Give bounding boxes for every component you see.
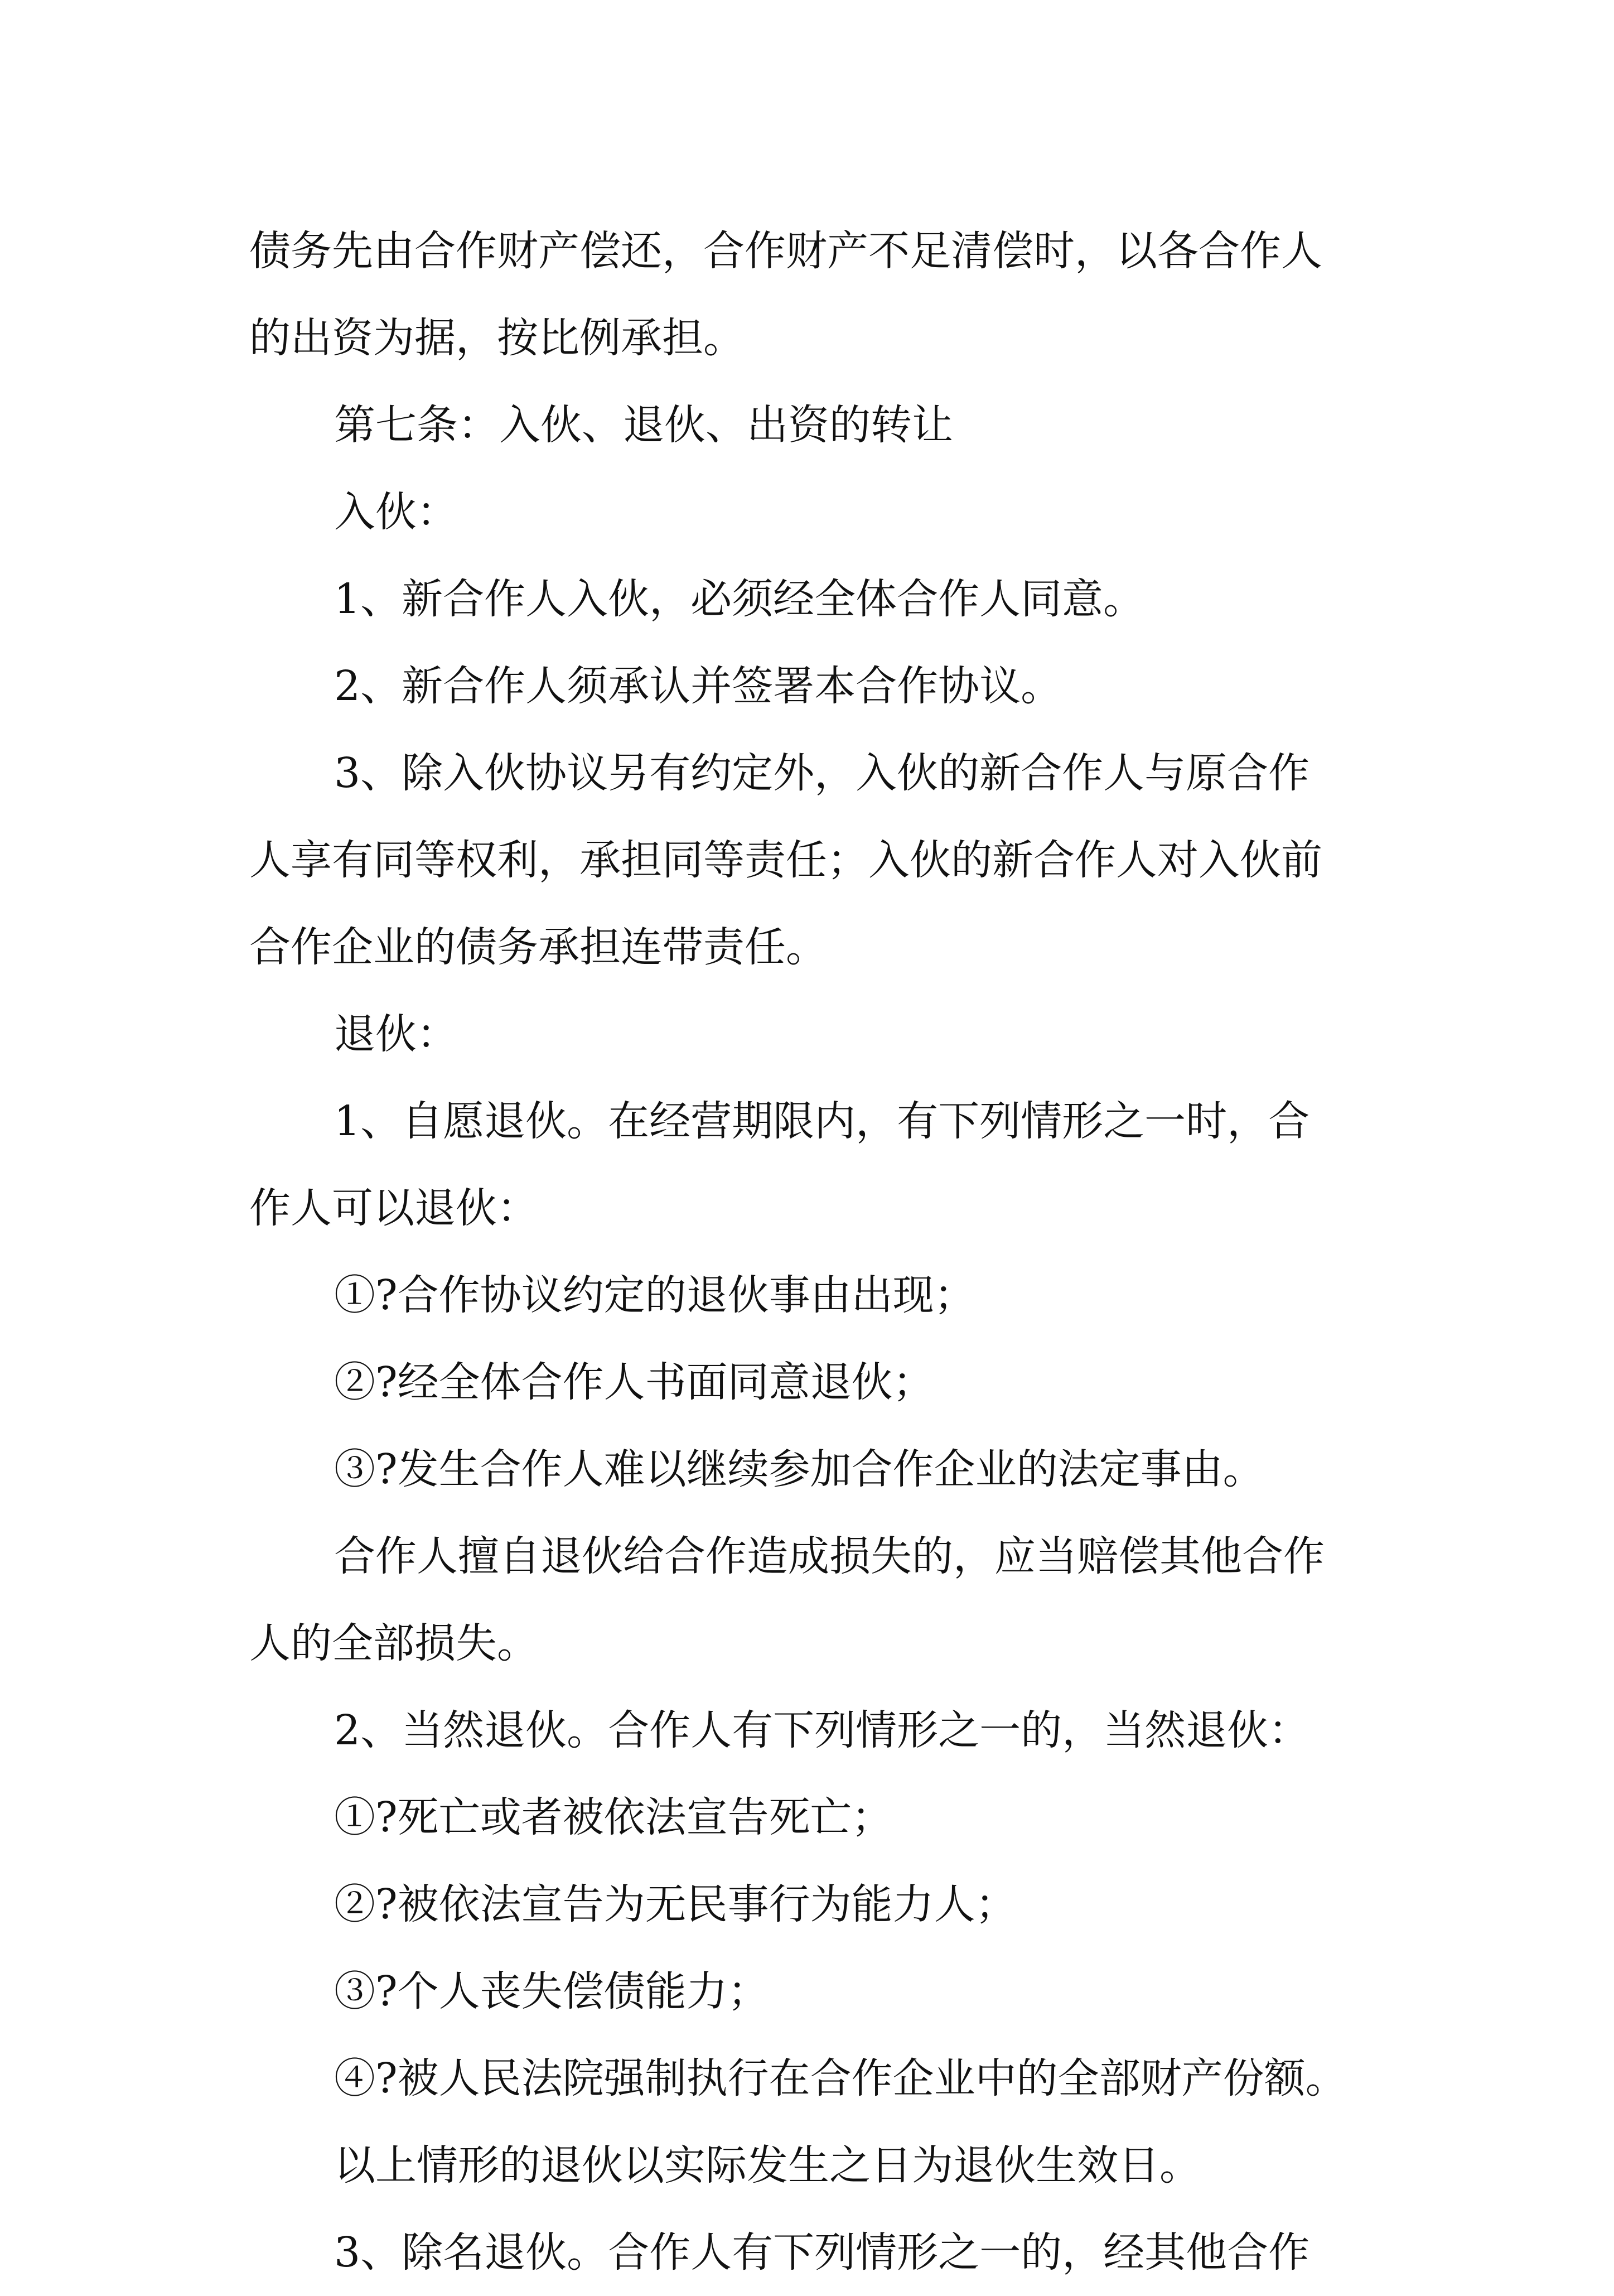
text-line: 人享有同等权利，承担同等责任；入伙的新合作人对入伙前 [249, 836, 1322, 884]
section-heading: 入伙： [334, 488, 458, 536]
sub-list-item: ④?被人民法院强制执行在合作企业中的全部财产份额。 [334, 2054, 1347, 2102]
paragraph: 以上情形的退伙以实际发生之日为退伙生效日。 [334, 2141, 1201, 2189]
sub-list-item: ②?经全体合作人书面同意退伙； [334, 1358, 934, 1406]
text-line: 的出资为据，按比例承担。 [249, 314, 745, 362]
text-line: 债务先由合作财产偿还，合作财产不足清偿时，以各合作人 [249, 227, 1322, 275]
sub-list-item: ①?合作协议约定的退伙事由出现； [334, 1271, 975, 1319]
article-heading: 第七条：入伙、退伙、出资的转让 [334, 401, 953, 449]
sub-list-item: ①?死亡或者被依法宣告死亡； [334, 1793, 893, 1841]
paragraph: 合作人擅自退伙给合作造成损失的，应当赔偿其他合作 [334, 1532, 1325, 1580]
list-item: 1、自愿退伙。在经营期限内，有下列情形之一时，合 [334, 1097, 1310, 1145]
sub-list-item: ③?发生合作人难以继续参加合作企业的法定事由。 [334, 1445, 1264, 1493]
sub-list-item: ③?个人丧失偿债能力； [334, 1967, 769, 2015]
text-line: 作人可以退伙： [249, 1184, 538, 1232]
list-item: 3、除名退伙。合作人有下列情形之一的，经其他合作 [334, 2229, 1310, 2276]
list-item: 2、当然退伙。合作人有下列情形之一的，当然退伙： [334, 1706, 1310, 1754]
text-line: 人的全部损失。 [249, 1619, 538, 1667]
list-item: 1、新合作人入伙，必须经全体合作人同意。 [334, 575, 1145, 623]
list-item: 2、新合作人须承认并签署本合作协议。 [334, 662, 1062, 710]
section-heading: 退伙： [334, 1010, 458, 1058]
sub-list-item: ②?被依法宣告为无民事行为能力人； [334, 1880, 1017, 1928]
document-body [249, 208, 1387, 2296]
text-line: 合作企业的债务承担连带责任。 [249, 923, 827, 971]
list-item: 3、除入伙协议另有约定外，入伙的新合作人与原合作 [334, 749, 1310, 797]
